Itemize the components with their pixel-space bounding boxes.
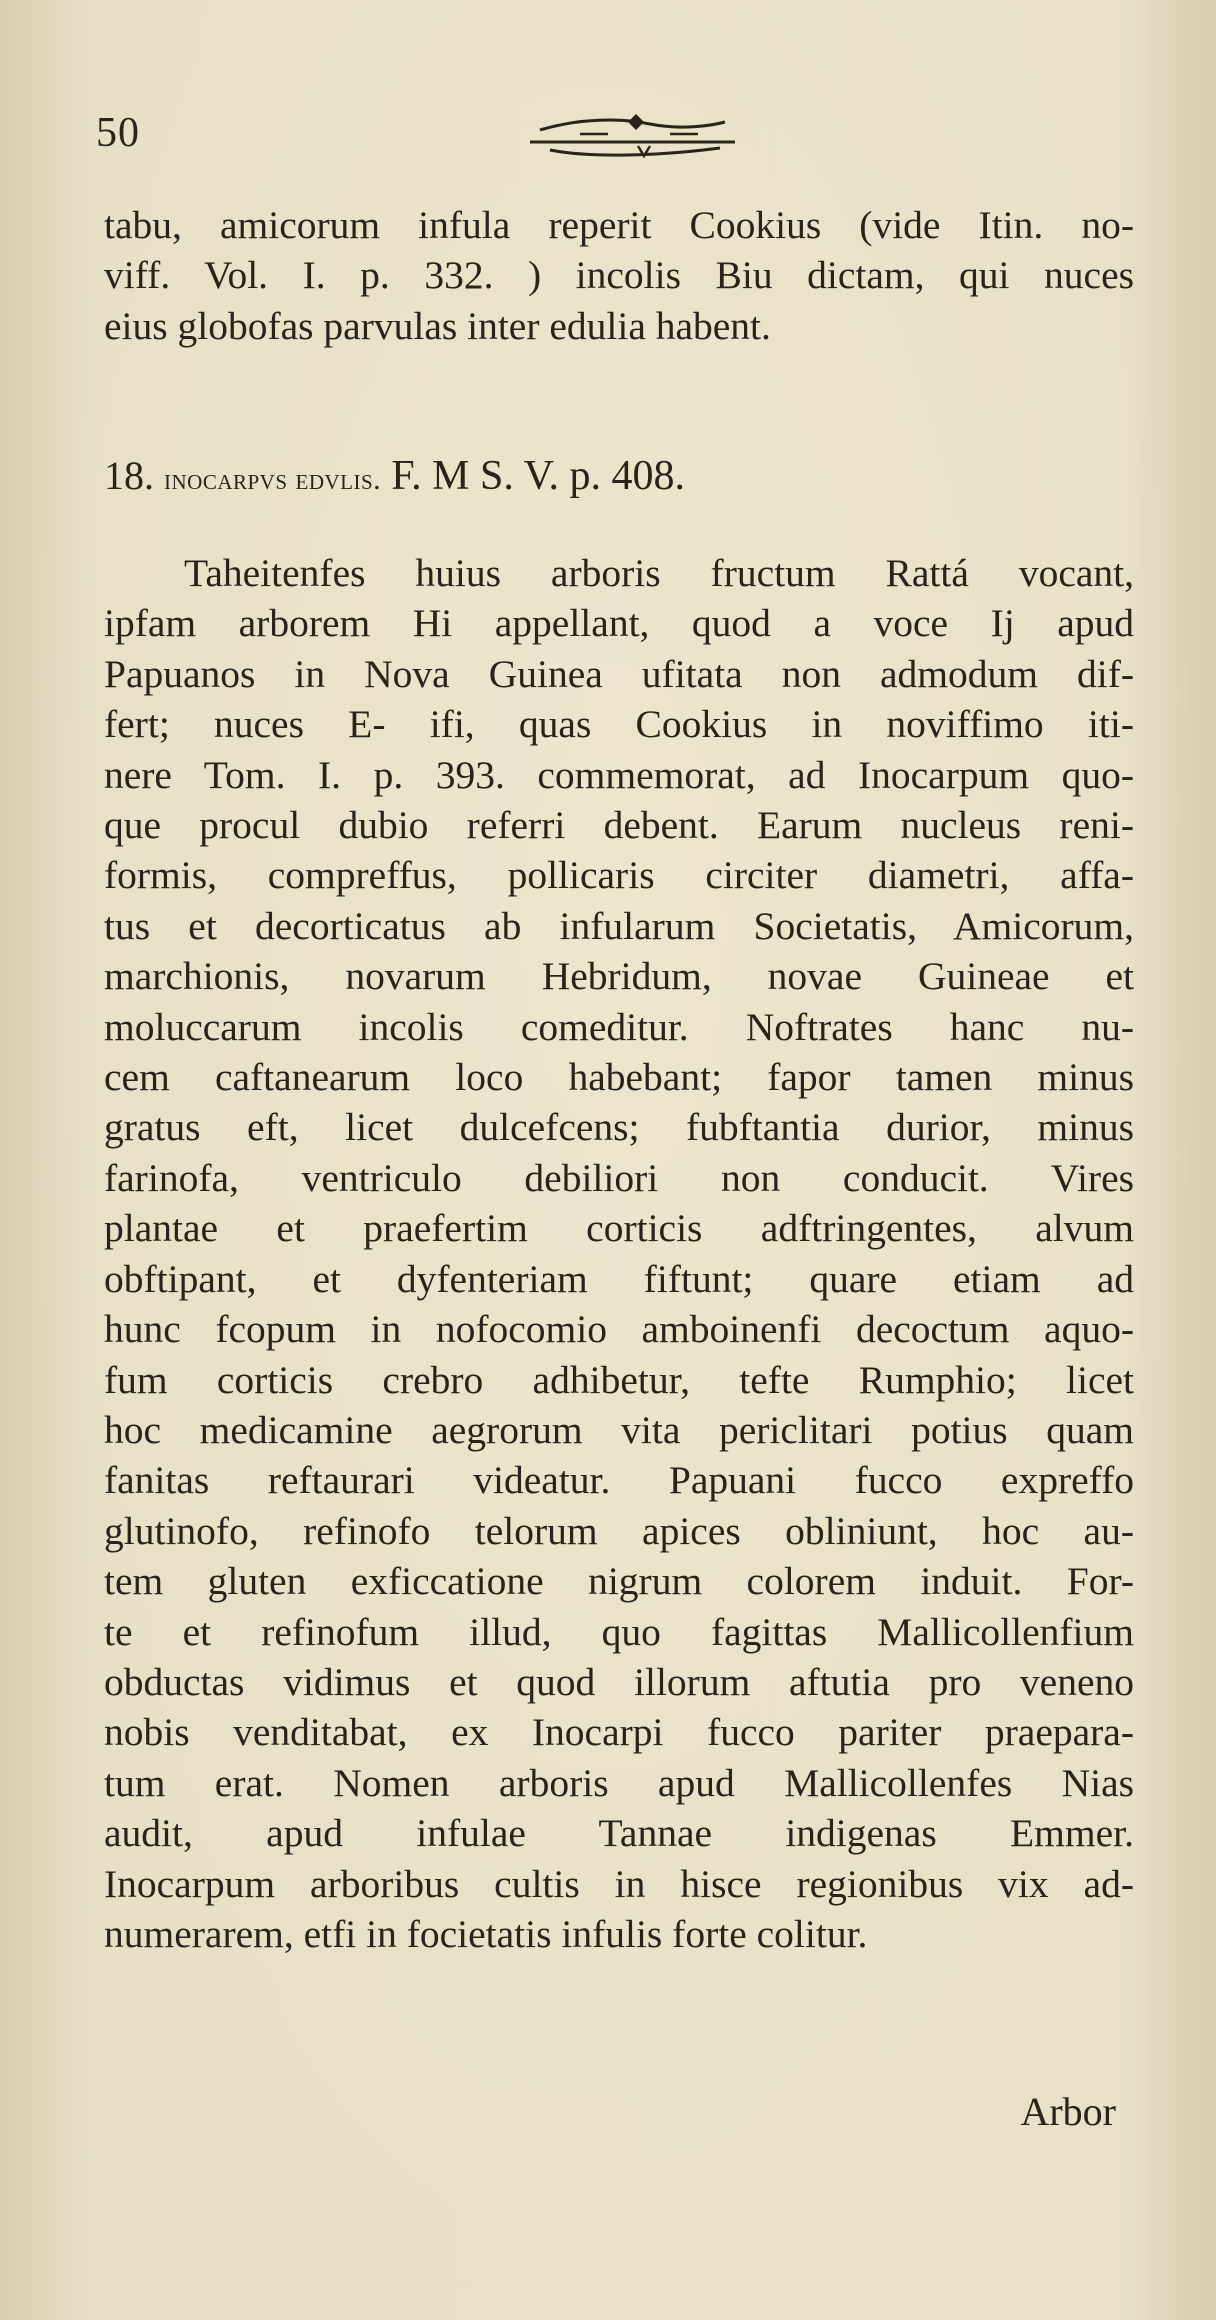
text-line: glutinofo, refinofo telorum apices obliniunt, hoc au- (104, 1508, 1134, 1553)
text-line: fert; nuces E- ifi, quas Cookius in noviffimo iti- (104, 702, 1134, 747)
text-line: plantae et praefertim corticis adftringentes, alvum (104, 1206, 1134, 1251)
body-paragraph (104, 548, 1134, 1959)
text-line: moluccarum incolis comeditur. Noftrates hanc nu- (104, 1004, 1134, 1049)
text-line: obftipant, et dyfenteriam fiftunt; quare etiam ad (104, 1256, 1134, 1301)
text-line: Papuanos in Nova Guinea ufitata non admodum dif- (104, 651, 1134, 696)
text-line: marchionis, novarum Hebridum, novae Guineae et (104, 954, 1134, 999)
text-line: numerarem, etfi in focietatis infulis forte colitur. (104, 1911, 868, 1956)
text-line: nere Tom. I. p. 393. commemorat, ad Inocarpum quo- (104, 752, 1134, 797)
intro-paragraph (104, 200, 1134, 351)
text-line: obductas vidimus et quod illorum aftutia pro veneno (104, 1659, 1134, 1704)
text-line: tum erat. Nomen arboris apud Mallicollenfes Nias (104, 1760, 1134, 1805)
text-line: te et refinofum illud, quo fagittas Mallicollenfium (104, 1609, 1134, 1654)
heading-species-name: inocarpvs edvlis. (164, 463, 382, 496)
species-heading (104, 450, 1134, 506)
text-line: tabu, amicorum infula reperit Cookius (vide Itin. no- (104, 203, 1134, 247)
catchword: Arbor (1020, 2089, 1116, 2134)
text-line: que procul dubio referri debent. Earum nucleus reni- (104, 803, 1134, 848)
text-line: cem caftanearum loco habebant; fapor tamen minus (104, 1055, 1134, 1100)
text-line: gratus eft, licet dulcefcens; fubftantia durior, minus (104, 1105, 1134, 1150)
heading-reference: F. M S. V. p. 408. (391, 453, 686, 499)
text-line: tus et decorticatus ab infularum Societatis, Amicorum, (104, 903, 1134, 948)
heading-number: 18. (104, 453, 154, 498)
text-line: tem gluten exficcatione nigrum colorem induit. For- (104, 1559, 1134, 1604)
text-line: hoc medicamine aegrorum vita periclitari potius quam (104, 1407, 1134, 1452)
text-line: hunc fcopum in nofocomio amboinenfi decoctum aquo- (104, 1307, 1134, 1352)
text-line: fanitas reftaurari videatur. Papuani fucco expreffo (104, 1458, 1134, 1503)
text-line: viff. Vol. I. p. 332. ) incolis Biu dictam, qui nuces (104, 253, 1134, 298)
text-line: nobis venditabat, ex Inocarpi fucco pariter praepara- (104, 1710, 1134, 1755)
page-number: 50 (96, 110, 140, 156)
text-line: Inocarpum arboribus cultis in hisce regionibus vix ad- (104, 1861, 1134, 1906)
text-line: eius globofas parvulas inter edulia habent. (104, 303, 771, 348)
text-line: audit, apud infulae Tannae indigenas Emmer. (104, 1811, 1134, 1856)
text-line: Taheitenfes huius arboris fructum Rattá vocant, (184, 551, 1134, 595)
decorative-rule-ornament-icon (520, 112, 745, 160)
text-line: formis, compreffus, pollicaris circiter diametri, affa- (104, 853, 1134, 898)
text-line: fum corticis crebro adhibetur, tefte Rumphio; licet (104, 1357, 1134, 1402)
text-line: farinofa, ventriculo debiliori non conducit. Vires (104, 1155, 1134, 1200)
text-line: ipfam arborem Hi appellant, quod a voce Ij apud (104, 601, 1134, 646)
